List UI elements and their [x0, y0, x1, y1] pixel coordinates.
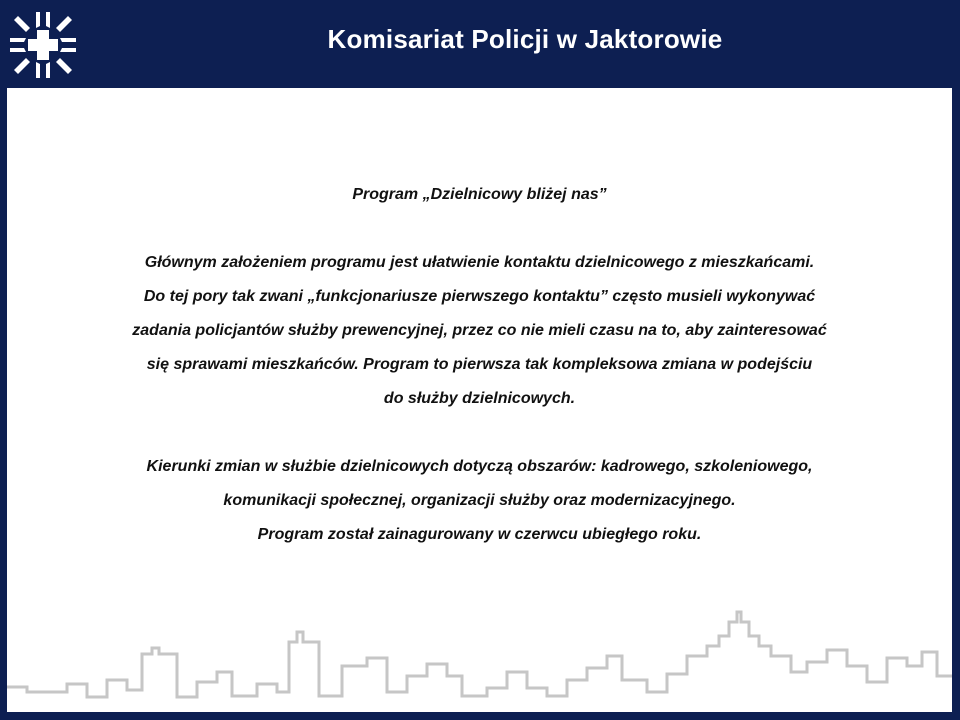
paragraph1-line: Głównym założeniem programu jest ułatwienie kontaktu dzielnicowego z mieszkańcami. — [144, 254, 815, 271]
paragraph2-line: Program został zainagurowany w czerwcu ubiegłego roku. — [257, 526, 702, 543]
paragraph2-line: komunikacji społecznej, organizacji służby oraz modernizacyjnego. — [223, 492, 736, 509]
content-panel — [7, 88, 952, 712]
paragraph2-line: Kierunki zmian w służbie dzielnicowych dotyczą obszarów: kadrowego, szkoleniowego, — [146, 458, 813, 475]
paragraph1-line: do służby dzielnicowych. — [383, 390, 576, 407]
body-text — [7, 178, 952, 552]
page-title: Komisariat Policji w Jaktorowie — [327, 24, 723, 54]
paragraph1-line: Do tej pory tak zwani „funkcjonariusze pierwszego kontaktu” często musieli wykonywać — [143, 288, 816, 305]
police-star-emblem-icon — [6, 8, 80, 82]
paragraph1-line: zadania policjantów służby prewencyjnej, przez co nie mieli czasu na to, aby zainteresować — [132, 322, 827, 339]
paragraph1-line: się sprawami mieszkańców. Program to pierwsza tak kompleksowa zmiana w podejściu — [146, 356, 813, 373]
header-bar — [0, 0, 960, 88]
city-skyline-decoration — [7, 592, 952, 712]
program-heading: Program „Dzielnicowy bliżej nas” — [352, 186, 607, 203]
